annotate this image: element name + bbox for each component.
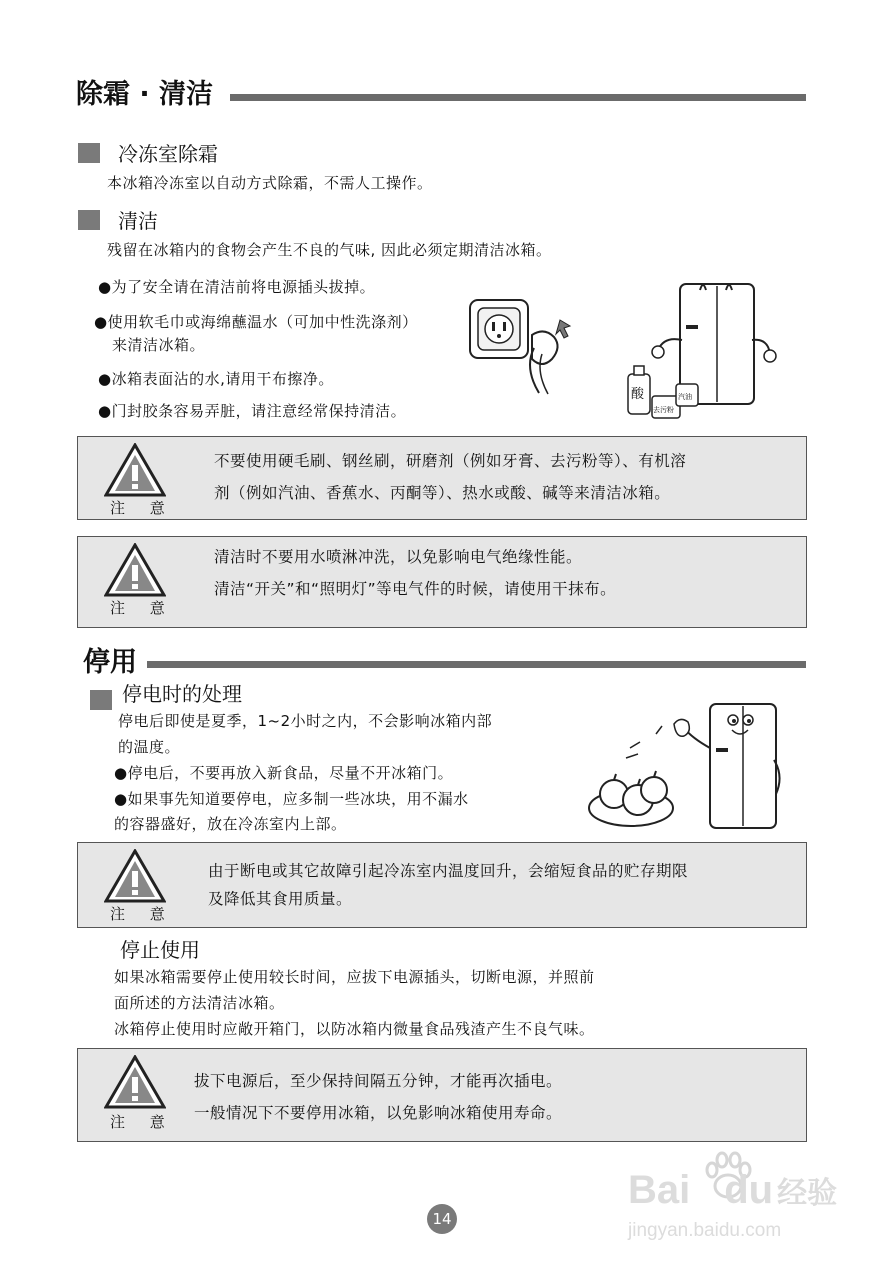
- caution-line: 清洁时不要用水喷淋冲洗，以免影响电气绝缘性能。: [214, 548, 583, 566]
- cleaning-bullet: ●冰箱表面沾的水,请用干布擦净。: [98, 370, 334, 388]
- section-title-disuse: 停用: [83, 647, 137, 678]
- title-rule: [230, 94, 806, 101]
- cleaning-bullet: ●门封胶条容易弄脏，请注意经常保持清洁。: [98, 402, 407, 420]
- box-label: 汽油: [678, 393, 692, 401]
- bottle-label: 酸: [631, 387, 645, 402]
- section-marker: [78, 143, 100, 163]
- caution-label: 注 意: [110, 905, 175, 923]
- unplug-illustration: [462, 290, 582, 400]
- outage-line: ●停电后，不要再放入新食品，尽量不开冰箱门。: [114, 764, 454, 782]
- caution-label: 注 意: [110, 499, 175, 517]
- caution-label: 注 意: [110, 1113, 175, 1131]
- caution-line: 清洁“开关”和“照明灯”等电气件的时候，请使用干抹布。: [214, 580, 617, 598]
- caution-box: [77, 1048, 807, 1142]
- section-title-defrost-clean: 除霜 · 清洁: [76, 79, 214, 110]
- outage-line: ●如果事先知道要停电，应多制一些冰块，用不漏水: [114, 790, 469, 808]
- caution-box: [77, 536, 807, 628]
- cleaning-bullet: ●为了安全请在清洁前将电源插头拔掉。: [98, 278, 376, 296]
- caution-line: 由于断电或其它故障引起冷冻室内温度回升，会缩短食品的贮存期限: [208, 862, 689, 880]
- section-marker: [90, 690, 112, 710]
- outage-line: 停电后即使是夏季，1~2小时之内，不会影响冰箱内部: [118, 712, 493, 730]
- subheading-freezer-defrost: 冷冻室除霜: [118, 142, 218, 166]
- cleaning-text: 残留在冰箱内的食物会产生不良的气味, 因此必须定期清洁冰箱。: [107, 241, 552, 259]
- cleaning-bullet-cont: 来清洁冰箱。: [112, 336, 206, 354]
- subheading-stop-use: 停止使用: [120, 938, 200, 962]
- cleaning-bullet: ●使用软毛巾或海绵蘸温水（可加中性洗涤剂）: [94, 313, 418, 331]
- stop-line: 面所述的方法清洁冰箱。: [114, 994, 285, 1012]
- warning-icon: [104, 443, 166, 499]
- subheading-cleaning: 清洁: [118, 209, 158, 233]
- caution-line: 拔下电源后，至少保持间隔五分钟，才能再次插电。: [194, 1072, 563, 1090]
- watermark-cn: 经验: [777, 1177, 838, 1210]
- caution-box: [77, 436, 807, 520]
- watermark-brand-part: du: [724, 1168, 774, 1212]
- warning-icon: [104, 543, 166, 599]
- defrost-text: 本冰箱冷冻室以自动方式除霜，不需人工操作。: [107, 174, 433, 192]
- watermark-url: jingyan.baidu.com: [628, 1220, 782, 1241]
- outage-line: 的容器盛好，放在冷冻室内上部。: [114, 815, 347, 833]
- stop-line: 冰箱停止使用时应敞开箱门，以防冰箱内微量食品残渣产生不良气味。: [114, 1020, 595, 1038]
- watermark-brand: [628, 1168, 837, 1213]
- warning-icon: [104, 849, 166, 905]
- caution-line: 不要使用硬毛刷、钢丝刷，研磨剂（例如牙膏、去污粉等）、有机溶: [214, 452, 687, 470]
- section-marker: [78, 210, 100, 230]
- page-number: 14: [427, 1204, 457, 1234]
- box-label: 去污粉: [653, 406, 674, 414]
- subheading-power-outage: 停电时的处理: [122, 682, 242, 706]
- caution-line: 及降低其食用质量。: [208, 890, 353, 908]
- fridge-apples-illustration: [586, 690, 786, 838]
- fridge-chemicals-illustration: [620, 270, 780, 430]
- caution-label: 注 意: [110, 599, 175, 617]
- watermark-brand-part: Bai: [628, 1168, 691, 1212]
- outage-line: 的温度。: [118, 738, 181, 756]
- caution-line: 剂（例如汽油、香蕉水、丙酮等）、热水或酸、碱等来清洁冰箱。: [214, 484, 671, 502]
- warning-icon: [104, 1055, 166, 1111]
- caution-box: [77, 842, 807, 928]
- caution-line: 一般情况下不要停用冰箱，以免影响冰箱使用寿命。: [194, 1104, 563, 1122]
- stop-line: 如果冰箱需要停止使用较长时间，应拔下电源插头，切断电源，并照前: [114, 968, 595, 986]
- title-rule: [147, 661, 806, 668]
